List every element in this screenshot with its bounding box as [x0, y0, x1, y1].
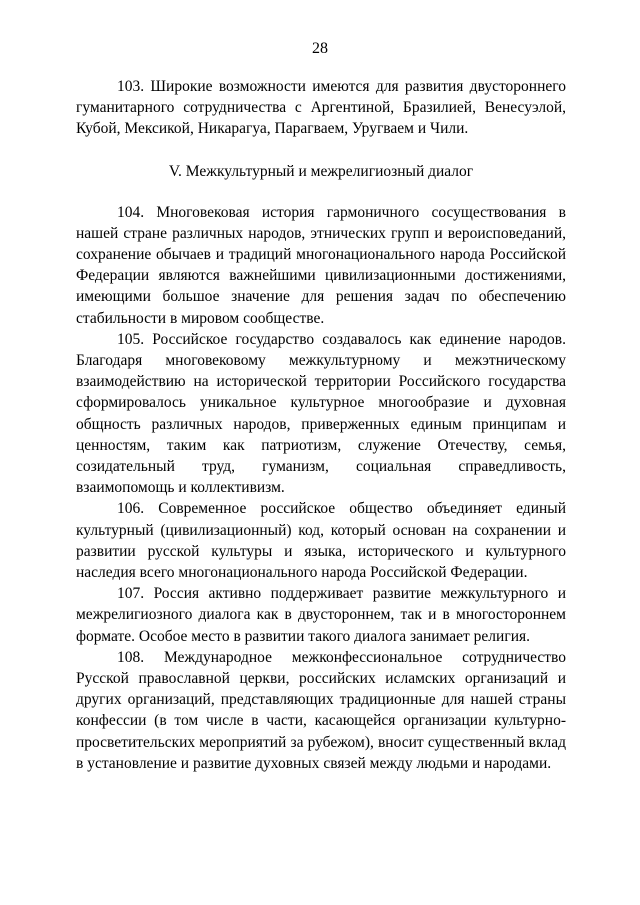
- paragraph-106: [76, 498, 566, 583]
- paragraph-108: [76, 647, 566, 774]
- paragraph-number: 105.: [117, 330, 145, 348]
- paragraph-text: Широкие возможности имеются для развития двустороннего гуманитарного сотрудничества с Аргентиной, Бразилией, Венесуэлой, Кубой, Мексикой, Никарагуа, Парагваем, Уругваем и Чили.: [76, 78, 566, 138]
- paragraph-number: 108.: [117, 648, 145, 666]
- paragraph-text: Россия активно поддерживает развитие межкультурного и межрелигиозного диалога как в двустороннем, так и в многостороннем формате. Особое место в развитии такого диалога занимает религия.: [76, 585, 567, 645]
- paragraph-text: Международное межконфессиональное сотрудничество Русской православной церкви, российских исламских организаций и других организаций, представляющих традиционные для нашей страны конфессии (в том числе в части, касающейся организации культурно-просветительских мероприятий за рубежом), вносит существенный вклад в установление и развитие духовных связей между людьми и народами.: [76, 648, 567, 772]
- paragraph-105: [76, 329, 566, 499]
- paragraph-number: 103.: [117, 78, 145, 95]
- document-body: [76, 76, 566, 774]
- paragraph-number: 104.: [117, 203, 145, 221]
- paragraph-104: [76, 202, 566, 329]
- paragraph-text: Современное российское общество объединяет единый культурный (цивилизационный) код, который основан на сохранении и развитии русской культуры и языка, исторического и культурного наследия всего многонационального народа Российской Федерации.: [76, 500, 566, 582]
- page-number: 28: [312, 40, 328, 57]
- paragraph-number: 106.: [117, 500, 145, 518]
- paragraph-103: [76, 76, 566, 140]
- paragraph-text: Многовековая история гармоничного сосуществования в нашей стране различных народов, этнических групп и вероисповеданий, сохранение обычаев и традиций многонационального народа Российской Федерации являются важнейшими цивилизационными достижениями, имеющими большое значение для решения задач по обеспечению стабильности в мировом сообществе.: [76, 203, 566, 327]
- paragraph-107: [76, 583, 566, 647]
- paragraph-text: Российское государство создавалось как единение народов. Благодаря многовековому межкультурному и межэтническому взаимодействию на исторической территории Российского государства сформировалось уникальное культурное многообразие и духовная общность различных народов, приверженных единым принципам и ценностям, таким как патриотизм, служение Отечеству, семья, созидательный труд, гуманизм, социальная справедливость, взаимопомощь и коллективизм.: [76, 330, 566, 497]
- section-heading: V. Межкультурный и межрелигиозный диалог: [168, 162, 474, 180]
- paragraph-number: 107.: [117, 585, 145, 603]
